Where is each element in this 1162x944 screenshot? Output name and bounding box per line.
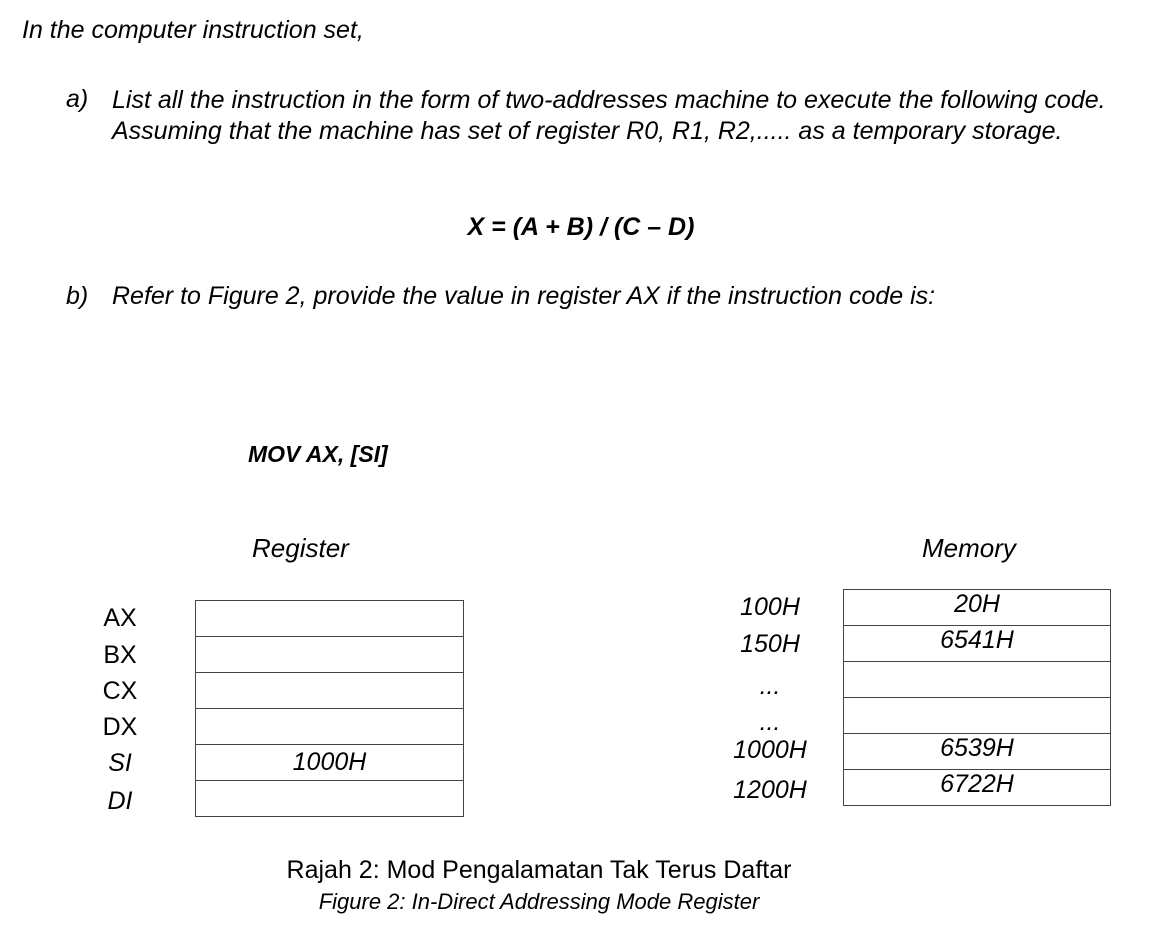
memory-value: [844, 698, 1111, 734]
register-value-di: [196, 781, 464, 817]
instruction-code: MOV AX, [SI]: [248, 441, 388, 467]
register-table: [195, 600, 464, 817]
register-name-si: SI: [108, 749, 132, 777]
memory-title: Memory: [922, 533, 1016, 563]
memory-address-ellipsis: ...: [759, 672, 781, 700]
figure-caption-malay: Rajah 2: Mod Pengalamatan Tak Terus Daftar: [286, 856, 792, 884]
memory-address: 1000H: [733, 736, 807, 764]
register-row-ax: [196, 601, 464, 637]
register-value-si: 1000H: [196, 745, 464, 781]
register-name-dx: DX: [102, 713, 138, 741]
memory-value: 6722H: [844, 770, 1111, 806]
question-b-label: b): [66, 282, 89, 310]
register-value-cx: [196, 673, 464, 709]
register-row-di: [196, 781, 464, 817]
register-value-dx: [196, 709, 464, 745]
question-b-text: Refer to Figure 2, provide the value in register AX if the instruction code is:: [112, 282, 936, 310]
register-name-bx: BX: [103, 641, 137, 669]
register-row-si: [196, 745, 464, 781]
memory-row: [844, 626, 1111, 662]
memory-value: 6541H: [844, 626, 1111, 662]
memory-table: [843, 589, 1111, 806]
register-name-cx: CX: [102, 677, 138, 705]
question-a-text: List all the instruction in the form of two-addresses machine to execute the following code. Assuming that the machine has set of register R0, R1, R2,..... as a temporary storage.: [112, 86, 1106, 145]
question-a-label: a): [66, 85, 89, 113]
memory-row: [844, 662, 1111, 698]
register-value-ax: [196, 601, 464, 637]
memory-row: [844, 734, 1111, 770]
register-value-bx: [196, 637, 464, 673]
memory-row: [844, 770, 1111, 806]
formula: X = (A + B) / (C – D): [467, 213, 695, 241]
memory-address: 100H: [740, 593, 800, 621]
register-name-ax: AX: [103, 604, 137, 632]
figure-caption-english: Figure 2: In-Direct Addressing Mode Register: [318, 889, 760, 914]
memory-row: [844, 590, 1111, 626]
memory-value: [844, 662, 1111, 698]
register-name-di: DI: [107, 787, 133, 815]
memory-value: 20H: [844, 590, 1111, 626]
register-row-bx: [196, 637, 464, 673]
register-row-dx: [196, 709, 464, 745]
memory-row: [844, 698, 1111, 734]
intro-text: In the computer instruction set,: [22, 16, 364, 44]
memory-value: 6539H: [844, 734, 1111, 770]
register-row-cx: [196, 673, 464, 709]
memory-address: 1200H: [733, 776, 807, 804]
register-title: Register: [252, 533, 349, 563]
memory-address-ellipsis: ...: [759, 708, 781, 736]
memory-address: 150H: [740, 630, 800, 658]
